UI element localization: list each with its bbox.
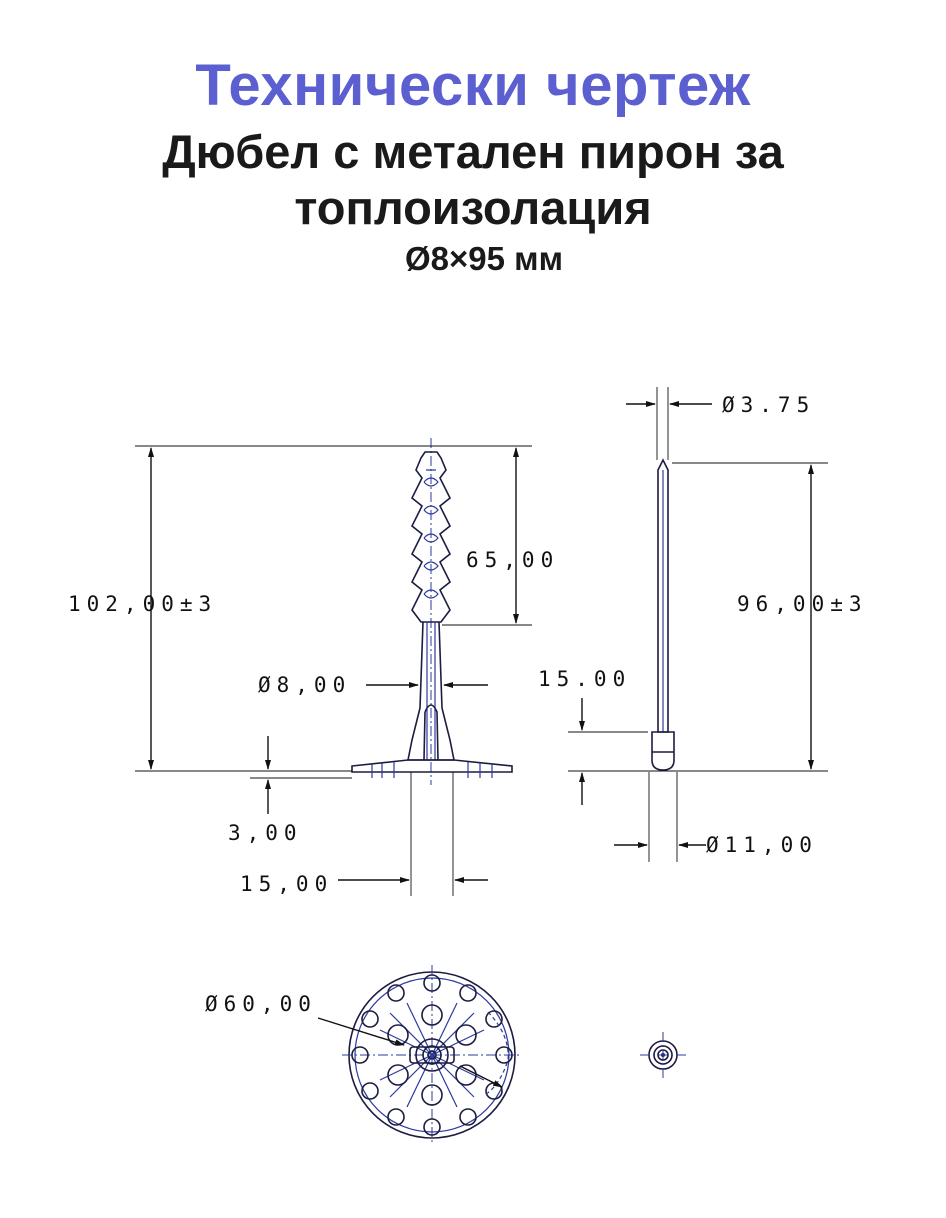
plate-top-view: [318, 965, 522, 1145]
dim-nail-head-height: 15.00: [538, 667, 632, 691]
dim-shank-diameter: Ø8,00: [258, 673, 352, 697]
dowel-dimensions: [68, 446, 559, 896]
dim-nail-head-diameter: Ø11,00: [706, 833, 818, 857]
dim-nail-length: 96,00±3: [737, 592, 868, 616]
dim-nail-diameter: Ø3.75: [722, 393, 816, 417]
dim-collar-width: 15,00: [240, 872, 334, 896]
nail-dimensions: [538, 393, 868, 857]
product-size-label: Ø8×95 мм: [405, 240, 563, 277]
dim-total-length: 102,00±3: [68, 592, 218, 616]
dim-expansion-zone: 65,00: [466, 548, 560, 572]
page-title: Технически чертеж: [195, 53, 751, 118]
dowel-side-view: [352, 438, 512, 785]
product-name-line-1: Дюбел с метален пирон за: [162, 125, 784, 178]
product-name-line-2: топлоизолация: [294, 181, 652, 234]
dim-plate-diameter: Ø60,00: [205, 992, 317, 1016]
nail-top-view: [640, 1032, 686, 1078]
nail-side-view: [649, 387, 677, 862]
dim-plate-thickness: 3,00: [228, 821, 303, 845]
